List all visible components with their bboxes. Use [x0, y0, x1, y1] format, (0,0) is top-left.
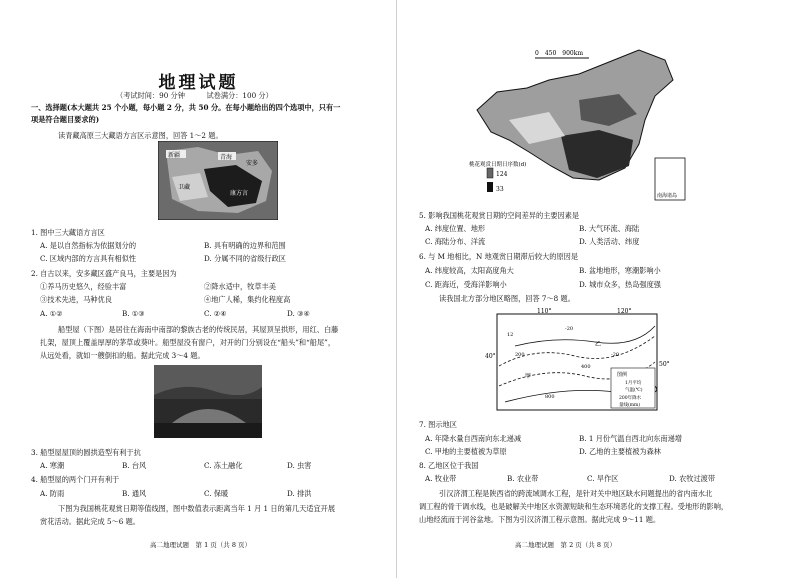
- q8-option-a: A. 牧业带: [425, 474, 457, 483]
- q2-item-3: ③技术先进，马种优良: [40, 295, 112, 304]
- map3-label-120: 120°: [617, 308, 632, 315]
- q5-option-a: A. 纬度位置、地形: [425, 224, 486, 233]
- right-page: [397, 0, 794, 578]
- q8-option-b: B. 农业带: [507, 474, 539, 483]
- map2-legend-high: 124: [496, 171, 508, 178]
- q2-item-4: ④地广人稀，集约化程度高: [204, 295, 291, 304]
- q5-option-c: C. 海陆分布、洋流: [425, 237, 486, 246]
- q5-option-b: B. 大气环流、海陆: [579, 224, 640, 233]
- q4-stem: 4. 船型屋的两个门开有利于: [31, 475, 120, 484]
- map3-legend-3: 200年降水: [619, 396, 642, 401]
- q1-stem: 1. 图中三大藏语方言区: [31, 228, 105, 237]
- q8-option-c: C. 旱作区: [587, 474, 619, 483]
- q2-item-2: ②降水适中，牧草丰美: [204, 282, 276, 291]
- map3-legend-1: 1月平均: [625, 381, 642, 386]
- q4-option-b: B. 通风: [122, 489, 147, 498]
- intro-q9-line1: 引汉济渭工程是陕西省的跨流域调水工程，是针对关中地区缺水问题提出的省内南水北: [439, 489, 713, 498]
- map3-label-50: 50°: [659, 361, 670, 368]
- map3-iso-m20b: -20: [611, 352, 620, 358]
- q5-option-d: D. 人类活动、纬度: [579, 237, 640, 246]
- q7-stem: 7. 图示地区: [419, 420, 457, 429]
- map3-label-yi: 乙: [595, 341, 602, 348]
- q7-option-d: D. 乙地的主要植被为森林: [579, 447, 661, 456]
- page-title: 地理试题: [158, 73, 239, 93]
- q6-option-a: A. 纬度较高，太阳高度角大: [425, 266, 514, 275]
- map1-label-amdo: 安多: [246, 160, 259, 167]
- q8-option-d: D. 农牧过渡带: [669, 474, 716, 483]
- map3-legend-0: 图例: [617, 372, 628, 378]
- q2-stem: 2. 自古以来，安多藏区盛产良马，主要是因为: [31, 269, 177, 278]
- map3-label-jia: 甲: [525, 373, 532, 380]
- intro-q5-6-line2: 赏花活动。据此完成 5～6 题。: [40, 517, 140, 526]
- map3-legend-2: 气温(℃): [625, 388, 643, 393]
- q4-option-c: C. 保暖: [204, 489, 229, 498]
- map3-iso-400: 400: [581, 364, 591, 370]
- q7-option-c: C. 甲地的主要植被为草原: [425, 447, 507, 456]
- q3-option-b: B. 台风: [122, 461, 147, 470]
- q4-option-d: D. 排洪: [287, 489, 312, 498]
- q2-item-1: ①养马历史悠久，经验丰富: [40, 282, 127, 291]
- page-footer-1: 高二地理试题 第 1 页（共 8 页）: [150, 541, 252, 549]
- q1-option-d: D. 分属不同的省级行政区: [204, 254, 286, 263]
- map3-iso-200: 200: [515, 352, 525, 358]
- map3-iso-m20a: -20: [565, 326, 574, 332]
- intro-q5-6-line1: 下图为我国桃花观赏日期等值线图，图中数值表示距离当年 1 月 1 日的第几天适宜开展: [58, 504, 336, 513]
- intro-q3-4-line1: 船型屋（下图）是居住在海南中南部的黎族古老的传统民居，其屋顶呈拱形，用红、白藤: [58, 325, 339, 334]
- section-heading-line2: 项是符合题目要求的): [31, 115, 100, 124]
- map1-label-xinjiang: 新疆: [168, 152, 181, 159]
- map2-inset-label: 南海诸岛: [657, 193, 678, 199]
- intro-q3-4-line3: 从远处看，就如一艘倒扣的船。据此完成 3～4 题。: [40, 351, 205, 360]
- q3-option-a: A. 寒潮: [40, 461, 65, 470]
- q6-option-d: D. 城市众多，热岛强度强: [579, 280, 661, 289]
- map3-iso-12: 12: [507, 332, 514, 338]
- intro-q9-line2: 调工程的骨干调水线，也是破解关中地区水资源短缺和生态环境恶化的支撑工程。受地形的影响，: [419, 502, 729, 511]
- q2-option-a: A. ①②: [40, 309, 63, 318]
- north-china-map: [485, 306, 685, 414]
- map1-label-weizang: 卫藏: [178, 184, 191, 191]
- q2-option-d: D. ③④: [287, 309, 310, 318]
- section-heading-line1: 一、选择题(本大题共 25 个小题，每小题 2 分，共 50 分。在每小题给出的四个选项中，只有一: [31, 103, 341, 112]
- map2-legend-low: 33: [496, 186, 504, 193]
- tibet-dialect-map: [158, 141, 278, 220]
- map3-label-40: 40°: [485, 353, 496, 360]
- intro-q3-4-line2: 扎架，屋顶上覆盖厚厚的茅草或葵叶。船型屋没有窗户，对开的门分别设在“船头”和“船尾”，: [40, 338, 336, 347]
- q6-option-c: C. 距海近，受海洋影响小: [425, 280, 507, 289]
- q7-option-b: B. 1 月份气温自西北向东南递增: [579, 434, 682, 443]
- q7-option-a: A. 年降水量自西南向东北递减: [425, 434, 522, 443]
- intro-q7-8: 读我国北方部分地区略图，回答 7～8 题。: [439, 294, 575, 303]
- map2-legend-title: 桃花观赏日期日序数(d): [469, 162, 527, 168]
- q5-stem: 5. 影响我国桃花观赏日期的空间差异的主要因素是: [419, 211, 580, 220]
- q8-stem: 8. 乙地区位于我国: [419, 461, 479, 470]
- map3-legend-4: 量线(mm): [619, 403, 641, 408]
- q6-stem: 6. 与 M 地相比，N 地观赏日期滞后较大的原因是: [419, 252, 579, 261]
- q3-option-d: D. 虫害: [287, 461, 312, 470]
- intro-q9-line3: 山地经流而于河谷盆地。下图为引汉济渭工程示意图。据此完成 9～11 题。: [419, 515, 661, 524]
- q4-option-a: A. 防雨: [40, 489, 65, 498]
- exam-info: （考试时间：90 分钟 试卷满分：100 分）: [116, 91, 273, 100]
- map3-label-110: 110°: [537, 308, 552, 315]
- q1-option-a: A. 是以自然指标为依据划分的: [40, 241, 137, 250]
- q1-option-c: C. 区域内部的方言具有相似性: [40, 254, 137, 263]
- peach-blossom-map: [469, 40, 689, 202]
- map1-label-kang: 康方言: [230, 190, 249, 197]
- boat-house-photo: [154, 365, 262, 438]
- q3-stem: 3. 船型屋屋顶的圆拱造型有利于抗: [31, 448, 141, 457]
- q6-option-b: B. 盆地地形，寒潮影响小: [579, 266, 661, 275]
- q2-option-b: B. ①③: [122, 309, 145, 318]
- q3-option-c: C. 冻土融化: [204, 461, 243, 470]
- page-footer-2: 高二地理试题 第 2 页（共 8 页）: [515, 541, 617, 549]
- intro-q1-2: 读青藏高原三大藏语方言区示意图，回答 1～2 题。: [58, 131, 223, 140]
- q1-option-b: B. 具有明确的边界和范围: [204, 241, 286, 250]
- q2-option-c: C. ②④: [204, 309, 227, 318]
- map3-iso-800: 800: [545, 394, 555, 400]
- map2-scale-label: 0 450 900km: [535, 50, 584, 57]
- map1-label-qinghai: 青海: [220, 154, 233, 161]
